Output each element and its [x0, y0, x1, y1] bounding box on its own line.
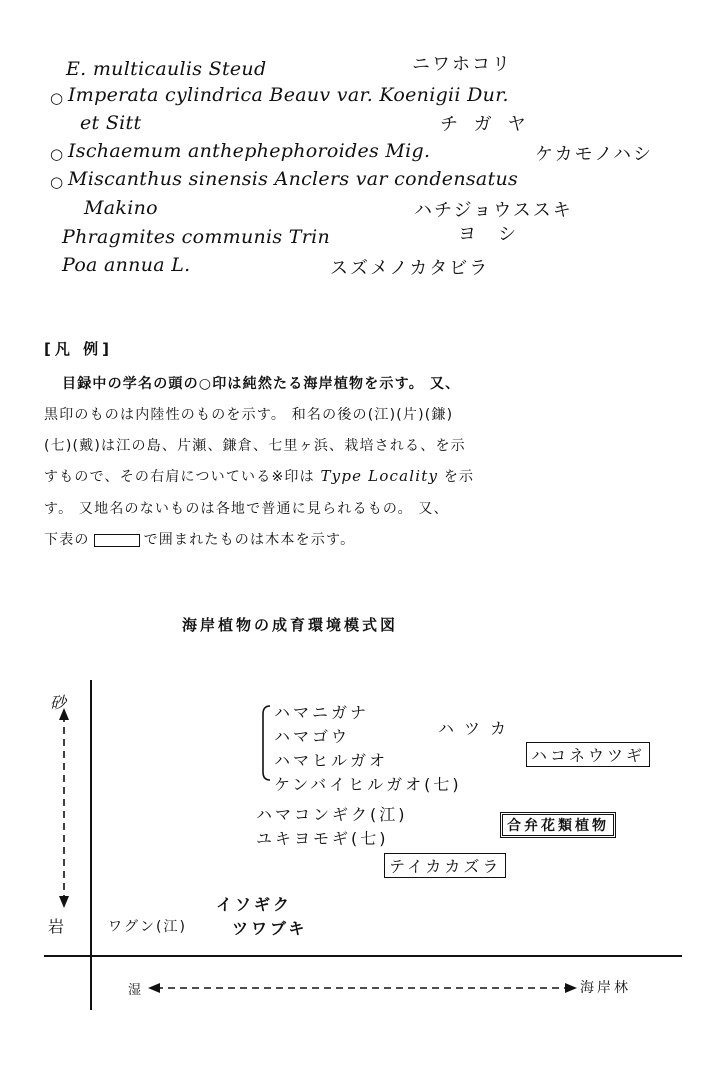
plant-hatsuka: ハツカ — [438, 719, 517, 738]
plant-tsuwabuki: ツワブキ — [232, 919, 308, 938]
coastal-marker: ○ — [50, 173, 64, 191]
species-japanese: ケカモノハシ — [535, 144, 654, 165]
legend-text: すもので、その右肩についている※印は — [44, 469, 315, 485]
species-japanese: スズメノカタビラ — [330, 258, 490, 279]
plant-hamakongiku: ハマコンギク(江) — [256, 805, 408, 824]
legend-line: 目録中の学名の頭の○印は純然たる海岸植物を示す。 又、 — [62, 376, 461, 392]
species-latin-cont: Makino — [84, 197, 158, 219]
legend-line: す。 又地名のないものは各地で普通に見られるもの。 又、 — [44, 501, 449, 517]
legend-line: 黒印のものは内陸性のものを示す。 和名の後の(江)(片)(鎌) — [44, 407, 454, 423]
plant-isogiku: イソギク — [216, 895, 293, 914]
axis-label-coastal-forest: 海岸林 — [580, 980, 631, 996]
species-latin: Phragmites communis Trin — [62, 226, 331, 248]
legend-text: を示 — [443, 469, 475, 485]
axis-label-sand: 砂 — [50, 693, 70, 712]
species-japanese: ハチジョウススキ — [414, 200, 573, 221]
plant-hamanigana: ハマニガナ — [274, 703, 370, 722]
species-latin: Ischaemum anthephephoroides Mig. — [68, 140, 431, 162]
legend-text: 下表の — [44, 532, 90, 548]
woody-plant-teikakazura: テイカカズラ — [384, 853, 506, 878]
diagram-title: 海岸植物の成育環境模式図 — [182, 616, 399, 634]
species-latin: Poa annua L. — [62, 254, 191, 276]
coastal-marker: ○ — [50, 145, 64, 163]
species-latin: E. multicaulis Steud — [66, 58, 267, 80]
plant-wagan: ワグン(江) — [108, 919, 187, 935]
species-japanese: ヨシ — [458, 224, 538, 245]
species-latin: Imperata cylindrica Beauv var. Koenigii Dur. — [68, 84, 509, 106]
species-latin: Miscanthus sinensis Anclers var condensatus — [68, 168, 519, 190]
plant-yukiyomogi: ユキヨモギ(七) — [256, 829, 389, 848]
plant-kenbaihirugao: ケンバイヒルガオ(七) — [274, 775, 462, 794]
plant-hamagou: ハマゴウ — [274, 727, 351, 746]
legend-text: で囲まれたものは木本を示す。 — [143, 532, 356, 548]
axis-label-rock: 岩 — [48, 917, 68, 936]
species-japanese: チガヤ — [440, 114, 542, 135]
axis-label-wet: 湿 — [128, 983, 145, 998]
legend-line: (七)(戴)は江の島、片瀬、鎌倉、七里ヶ浜、栽培される、を示 — [44, 438, 466, 454]
group-gobenkarui: 合弁花類植物 — [500, 812, 616, 838]
species-japanese: ニワホコリ — [412, 54, 512, 75]
legend-title: [凡 例] — [44, 340, 113, 358]
coastal-marker: ○ — [50, 89, 64, 107]
type-locality: Type Locality — [320, 467, 439, 485]
plant-hamahirugao: ハマヒルガオ — [274, 751, 389, 770]
species-latin-cont: et Sitt — [80, 112, 142, 134]
woody-plant-hakoneutsugi: ハコネウツギ — [526, 742, 650, 767]
